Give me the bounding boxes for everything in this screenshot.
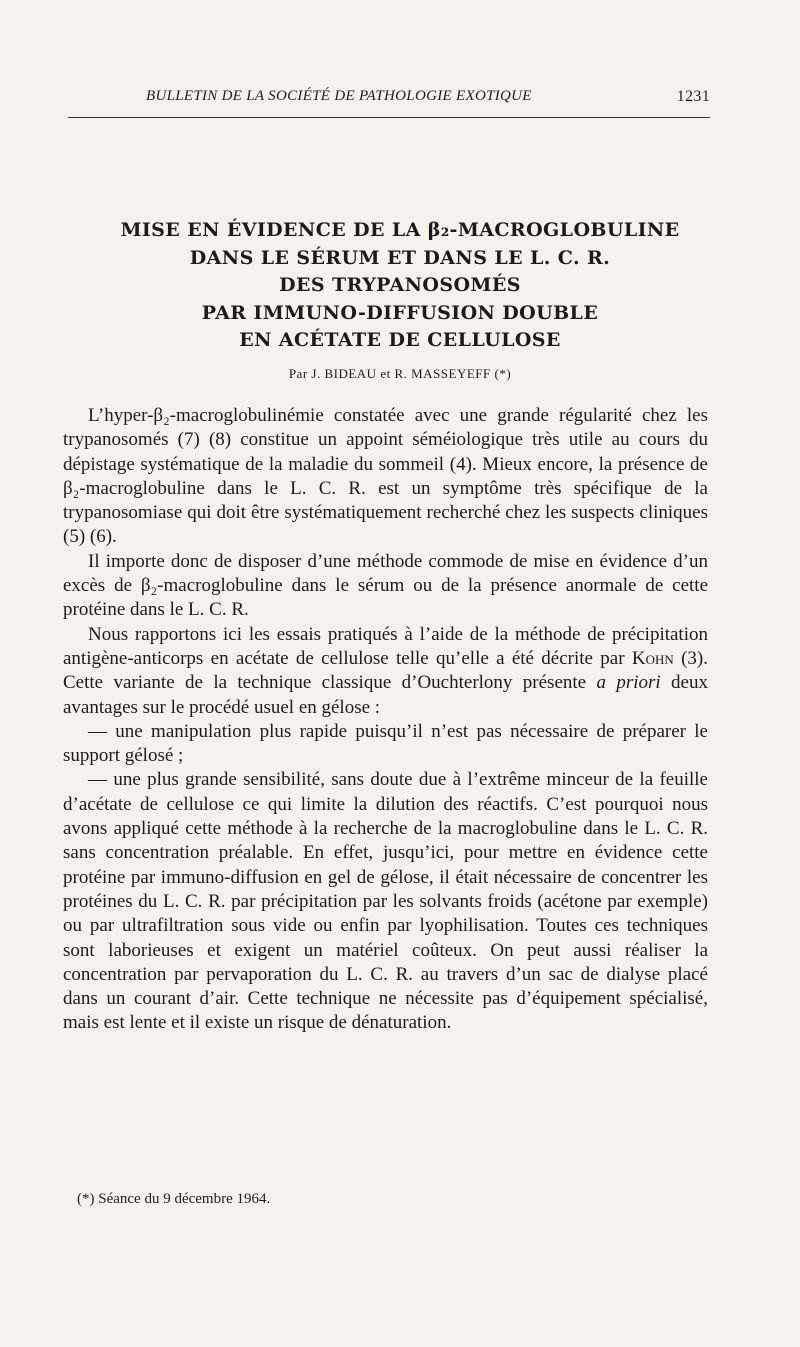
- page-number: 1231: [676, 88, 710, 105]
- paragraph-3-text: deux avantages sur le procédé usuel en gélose :: [63, 672, 708, 718]
- paragraph-3: [63, 623, 708, 720]
- paragraph-4: — une manipulation plus rapide puisqu’il n’est pas nécessaire de préparer le support gélosé ;: [63, 720, 708, 767]
- title-line: PAR IMMUNO-DIFFUSION DOUBLE: [201, 301, 599, 324]
- latin-phrase: a priori: [596, 672, 661, 694]
- title-line: DANS LE SÉRUM ET DANS LE L. C. R.: [189, 246, 611, 269]
- article-body: [63, 404, 708, 1036]
- title-line: DES TRYPANOSOMÉS: [279, 274, 521, 296]
- paragraph-3-text: (3). Cette variante de la technique classique d’Ouchterlony présente: [63, 647, 708, 694]
- article-authors: Par J. BIDEAU et R. MASSEYEFF (*): [288, 366, 512, 381]
- article-title: [60, 217, 740, 355]
- paragraph-1: L’hyper-β₂-macroglobulinémie constatée avec une grande régularité chez les trypanosomés (7) (8) constitue un appoint séméiologique très utile au cours du dépistage systématique de la maladie du sommeil (4). Mieux encore, la présence de β₂-macroglobuline dans le L. C. R. est un symptôme très spécifique de la trypanosomiase qui doit être systématiquement recherché chez les suspects cliniques (5) (6).: [63, 405, 708, 548]
- title-line: EN ACÉTATE DE CELLULOSE: [239, 329, 561, 351]
- title-line: MISE EN ÉVIDENCE DE LA β₂-MACROGLOBULINE: [120, 219, 680, 241]
- footnote: (*) Séance du 9 décembre 1964.: [77, 1191, 271, 1207]
- paragraph-3-text: Nous rapportons ici les essais pratiqués à l’aide de la méthode de précipitation antigène-anticorps en acétate de cellulose telle qu’elle a été décrite par: [63, 623, 708, 669]
- running-title: BULLETIN DE LA SOCIÉTÉ DE PATHOLOGIE EXOTIQUE: [146, 88, 532, 104]
- paragraph-2: Il importe donc de disposer d’une méthode commode de mise en évidence d’un excès de β₂-macroglobuline dans le sérum ou de la présence anormale de cette protéine dans le L. C. R.: [63, 550, 708, 621]
- cited-author: Kohn: [631, 647, 674, 669]
- paragraph-5: — une plus grande sensibilité, sans doute due à l’extrême minceur de la feuille d’acétate de cellulose ce qui limite la dilution des réactifs. C’est pourquoi nous avons appliqué cette méthode à la recherche de la macroglobuline dans le L. C. R. sans concentration préalable. En effet, jusqu’ici, pour mettre en évidence cette protéine par immuno-diffusion en gel de gélose, il était nécessaire de concentrer les protéines du L. C. R. par précipitation par les solvants froids (acétone par exemple) ou par ultrafiltration sous vide ou enfin par lyophilisation. Toutes ces techniques sont laborieuses et exigent un matériel coûteux. On peut aussi réaliser la concentration par pervaporation du L. C. R. au travers d’un sac de dialyse placé dans un courant d’air. Cette technique ne nécessite pas d’équipement spécialisé, mais est lente et il existe un risque de dénaturation.: [63, 769, 708, 1034]
- header-rule: [68, 117, 710, 118]
